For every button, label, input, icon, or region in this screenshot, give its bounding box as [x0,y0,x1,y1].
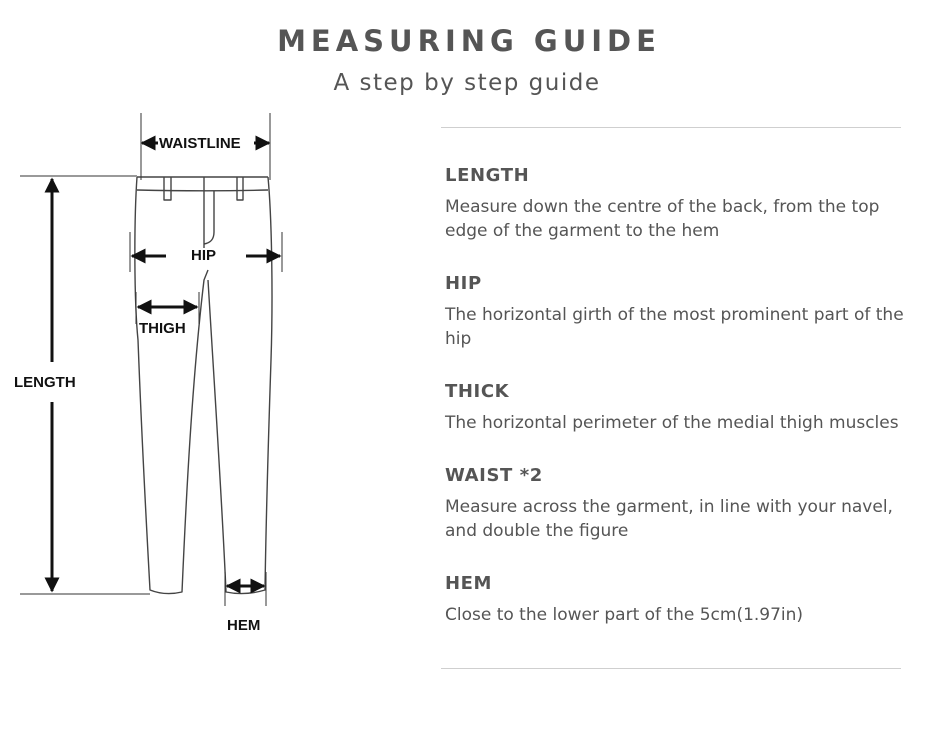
spec-title: HEM [445,573,493,594]
spec-waist [445,466,905,543]
thigh-label: THIGH [139,320,186,337]
spec-description: Close to the lower part of the 5cm(1.97in) [445,605,804,625]
left-belt-loop [164,177,171,200]
hem-label: HEM [227,617,261,634]
left-leg-outline [135,177,208,594]
measurement-arrows [52,143,280,591]
spec-description: The horizontal girth of the most prominent part of the hip [445,305,904,349]
spec-thick [445,382,905,435]
length-label: LENGTH [14,374,76,391]
spec-description: Measure across the garment, in line with your navel, and double the figure [445,497,893,541]
page-subtitle: A step by step guide [333,70,601,96]
right-belt-loop [237,177,243,200]
waistline-label: WAISTLINE [159,135,241,152]
trousers-outline [135,177,272,594]
spec-hip [445,274,905,351]
bottom-divider [441,668,901,669]
trousers-diagram [0,0,440,734]
hip-label: HIP [191,247,217,264]
page-title: MEASURING GUIDE [277,24,661,58]
spec-hem [445,574,905,627]
spec-title: WAIST *2 [445,465,543,486]
spec-description: The horizontal perimeter of the medial thigh muscles [445,413,899,433]
waistband [137,177,268,191]
spec-title: HIP [445,273,482,294]
spec-title: LENGTH [445,165,530,186]
spec-title: THICK [445,381,510,402]
right-leg-outline [208,177,272,594]
spec-description: Measure down the centre of the back, from the top edge of the garment to the hem [445,197,880,241]
top-divider [441,127,901,128]
spec-length [445,166,905,243]
